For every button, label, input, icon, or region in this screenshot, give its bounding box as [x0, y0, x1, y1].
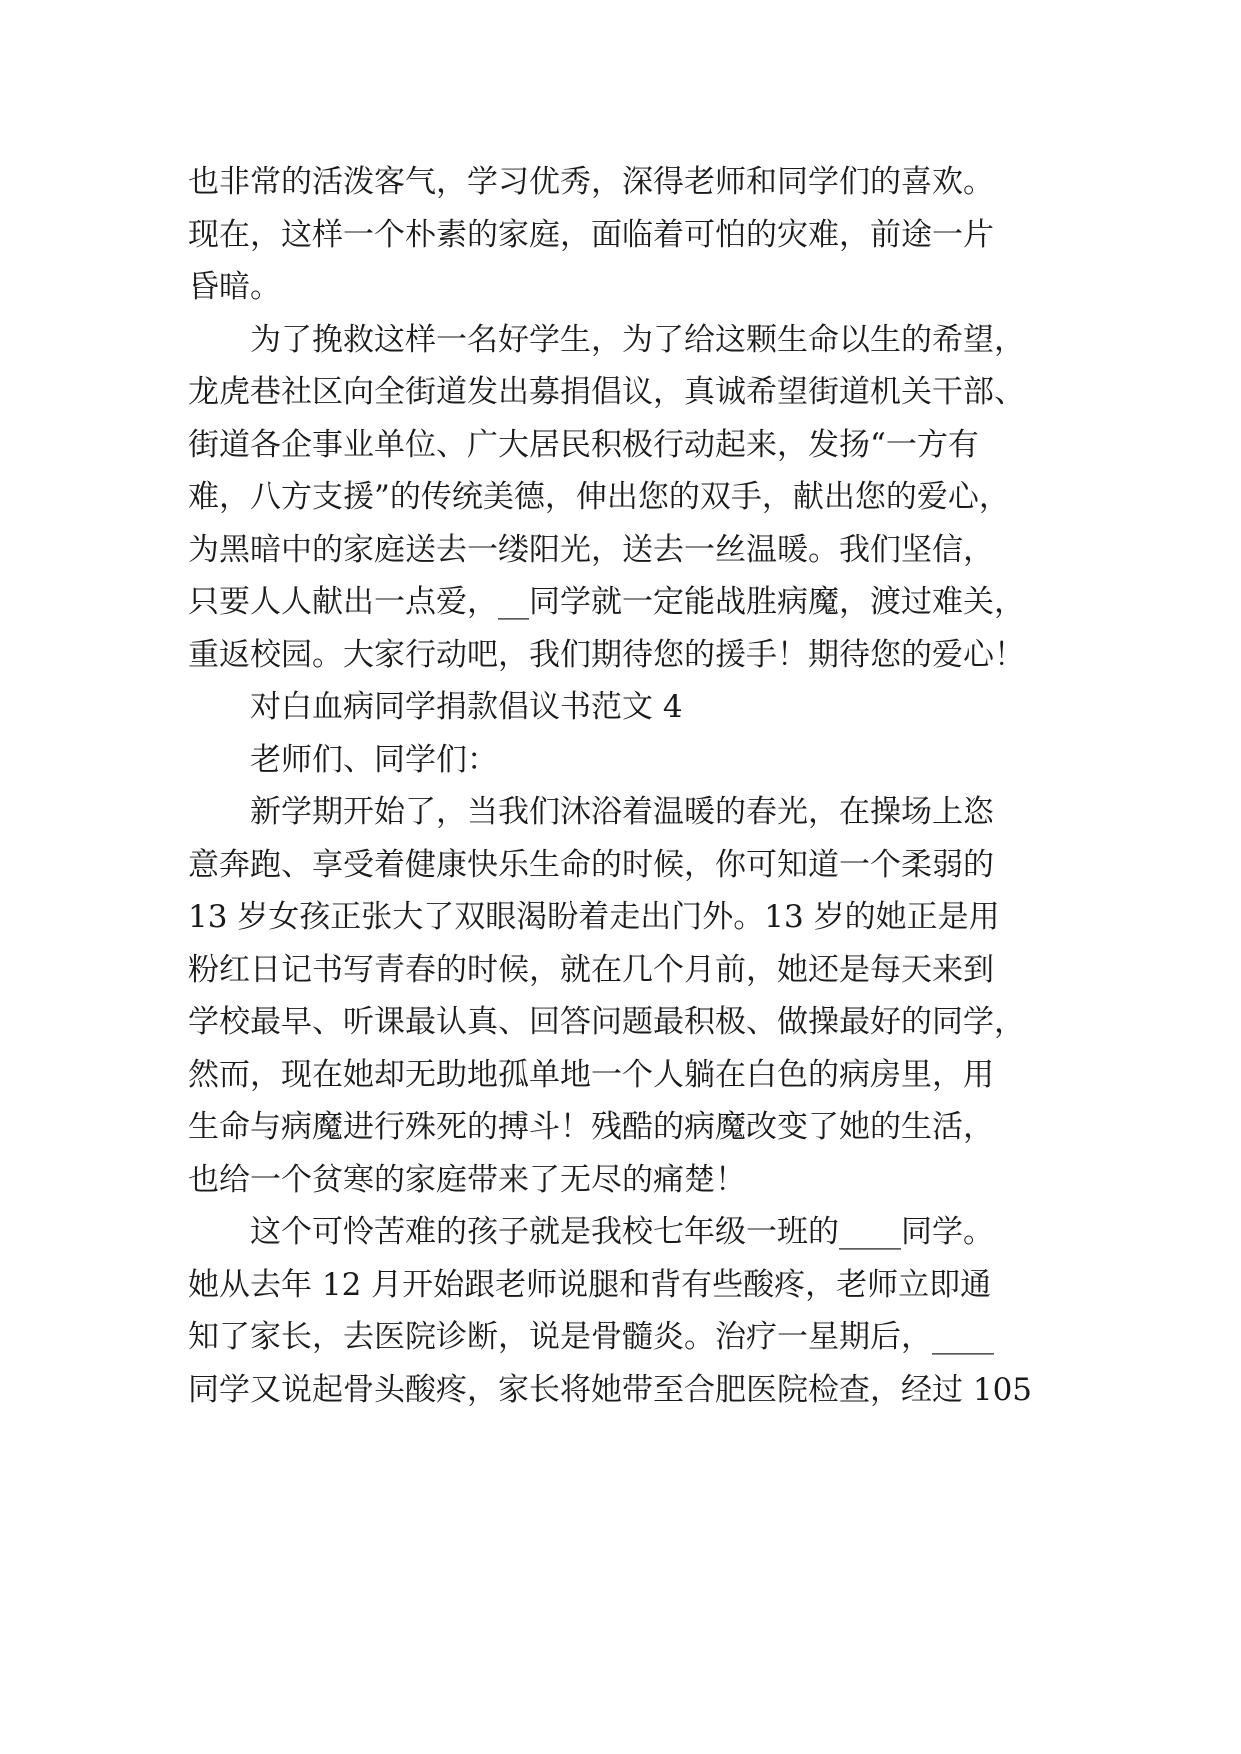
text-line: 同学又说起骨头酸疼，家长将她带至合肥医院检查，经过 105	[188, 1371, 1033, 1408]
text-line: 也给一个贫寒的家庭带来了无尽的痛楚！	[188, 1161, 746, 1198]
text-line: 然而，现在她却无助地孤单地一个人躺在白色的病房里，用	[188, 1056, 994, 1093]
paragraph-start-line: 这个可怜苦难的孩子就是我校七年级一班的____同学。	[250, 1214, 994, 1250]
text-line: 为黑暗中的家庭送去一缕阳光，送去一丝温暖。我们坚信，	[188, 531, 994, 568]
text-line: 现在，这样一个朴素的家庭，面临着可怕的灾难，前途一片	[188, 216, 994, 253]
text-line: 生命与病魔进行殊死的搏斗！残酷的病魔改变了她的生活，	[188, 1109, 994, 1145]
text-line: 只要人人献出一点爱，__同学就一定能战胜病魔，渡过难关，	[188, 584, 1025, 620]
document-body	[188, 156, 1048, 1416]
text-line: 街道各企事业单位、广大居民积极行动起来，发扬“一方有	[188, 426, 979, 463]
text-line: 粉红日记书写青春的时候，就在几个月前，她还是每天来到	[188, 951, 994, 988]
text-line: 龙虎巷社区向全街道发出募捐倡议，真诚希望街道机关干部、	[188, 374, 1025, 410]
text-line: 她从去年 12 月开始跟老师说腿和背有些酸疼，老师立即通	[188, 1266, 992, 1303]
text-line: 知了家长，去医院诊断，说是骨髓炎。治疗一星期后，____	[188, 1319, 994, 1355]
paragraph-start-line: 为了挽救这样一名好学生，为了给这颗生命以生的希望，	[250, 321, 1025, 358]
text-line: 昏暗。	[188, 269, 281, 305]
text-line: 也非常的活泼客气，学习优秀，深得老师和同学们的喜欢。	[188, 164, 994, 200]
text-line: 13 岁女孩正张大了双眼渴盼着走出门外。13 岁的她正是用	[188, 899, 1000, 935]
section-heading: 对白血病同学捐款倡议书范文 4	[250, 689, 683, 725]
text-line: 难，八方支援”的传统美德，伸出您的双手，献出您的爱心，	[188, 479, 1010, 515]
text-line: 重返校园。大家行动吧，我们期待您的援手！期待您的爱心！	[188, 636, 1025, 673]
paragraph-start-line: 新学期开始了，当我们沐浴着温暖的春光，在操场上恣	[250, 794, 994, 830]
salutation: 老师们、同学们：	[250, 741, 498, 778]
text-line: 意奔跑、享受着健康快乐生命的时候，你可知道一个柔弱的	[188, 846, 994, 883]
text-line: 学校最早、听课最认真、回答问题最积极、做操最好的同学，	[188, 1004, 1025, 1040]
